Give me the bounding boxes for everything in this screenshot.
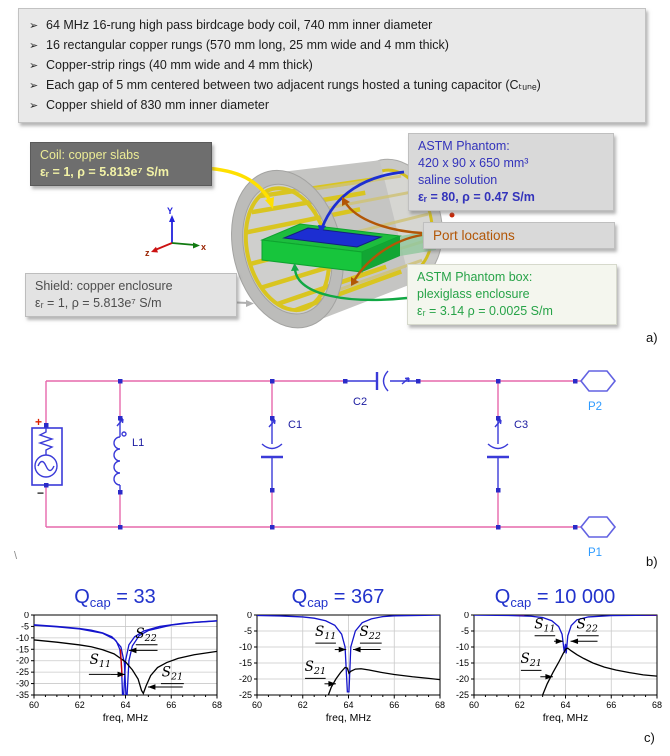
- plexiglass-callout-props: εᵣ = 3.14 ρ = 0.0025 S/m: [417, 304, 553, 318]
- annotation-S11: [315, 624, 346, 653]
- series-S21: [543, 648, 657, 695]
- source-minus-sign: −: [37, 486, 45, 500]
- sparam-plot: [8, 612, 222, 732]
- svg-text:-30: -30: [15, 678, 29, 689]
- svg-text:-10: -10: [238, 642, 252, 652]
- svg-text:-25: -25: [15, 667, 29, 678]
- svg-text:freq, MHz: freq, MHz: [102, 712, 149, 724]
- svg-text:66: 66: [166, 700, 177, 710]
- svg-text:-15: -15: [455, 658, 469, 668]
- spec-text: 16 rectangular copper rungs (570 mm long, 25 mm wide and 4 mm thick): [46, 38, 449, 52]
- coil-callout-title: Coil: copper slabs: [40, 148, 140, 162]
- svg-text:68: 68: [211, 700, 222, 710]
- c1-label: C1: [288, 419, 303, 431]
- sparam-plot: [448, 612, 662, 732]
- q-subscript: cap: [510, 595, 532, 610]
- annotation-S11: [89, 652, 125, 677]
- q-subscript: cap: [307, 595, 329, 610]
- source-plus-sign: +: [35, 415, 43, 429]
- sparam-plot: [231, 612, 445, 732]
- chart-title: [231, 584, 445, 612]
- spec-text: 64 MHz 16-rung high pass birdcage body coil, 740 mm inner diameter: [46, 18, 433, 32]
- svg-text:-20: -20: [15, 655, 29, 666]
- stray-mark: \: [14, 550, 18, 562]
- svg-text:66: 66: [606, 700, 617, 710]
- svg-text:60: 60: [28, 700, 40, 710]
- spec-text: Copper-strip rings (40 mm wide and 4 mm thick): [46, 58, 313, 72]
- sparameter-charts: [0, 584, 670, 756]
- svg-text:64: 64: [343, 700, 354, 710]
- spec-item: [29, 96, 635, 116]
- svg-text:62: 62: [297, 700, 308, 710]
- q-symbol: Q: [494, 586, 511, 608]
- svg-text:S21: $S_{21}$: [520, 651, 542, 669]
- axis-y-label: Y: [167, 206, 174, 216]
- plexiglass-callout-title: ASTM Phantom box:: [417, 270, 533, 284]
- coil-callout: [30, 142, 212, 186]
- specs-panel: [18, 8, 646, 123]
- svg-text:-15: -15: [15, 644, 29, 655]
- svg-text:S11: $S_{11}$: [89, 652, 112, 671]
- port-p2: [581, 371, 615, 413]
- svg-text:0: 0: [463, 612, 469, 620]
- capacitor-c2: [345, 371, 418, 408]
- phantom-callout-props: εᵣ = 80, ρ = 0.47 S/m: [418, 190, 535, 204]
- axis-x-label: x: [201, 242, 207, 252]
- arrow-bullet-icon: ➢: [29, 20, 39, 32]
- capacitor-c3: [487, 418, 528, 490]
- capacitor-c1: [261, 418, 302, 490]
- svg-text:-5: -5: [20, 621, 29, 632]
- svg-text:S22: $S_{22}$: [576, 616, 598, 635]
- svg-text:S21: $S_{21}$: [161, 664, 184, 683]
- series-S21: [328, 667, 440, 695]
- c3-label: C3: [514, 419, 529, 431]
- port-p1: [581, 517, 615, 559]
- q-symbol: Q: [74, 586, 90, 608]
- q-value: = 10 000: [531, 586, 616, 608]
- svg-text:freq, MHz: freq, MHz: [325, 712, 372, 724]
- svg-text:-25: -25: [238, 690, 252, 700]
- inductor-l1: [114, 418, 144, 492]
- svg-text:-5: -5: [460, 626, 469, 636]
- spec-item: [29, 36, 635, 56]
- arrow-bullet-icon: ➢: [29, 40, 39, 52]
- svg-text:-5: -5: [243, 626, 252, 636]
- chart-qcap-10000: [448, 584, 662, 737]
- svg-text:0: 0: [23, 612, 29, 620]
- svg-text:66: 66: [389, 700, 400, 710]
- subfigure-a-marker: a): [646, 330, 658, 345]
- phantom-callout-size: 420 x 90 x 650 mm³: [418, 156, 529, 170]
- q-subscript: cap: [89, 595, 111, 610]
- plexiglass-callout: [407, 264, 617, 325]
- p2-label: P2: [588, 401, 603, 413]
- spec-text: Each gap of 5 mm centered between two adjacent rungs hosted a tuning capacitor (Cₜᵤₙₑ): [46, 78, 541, 92]
- phantom-callout-title: ASTM Phantom:: [418, 139, 510, 153]
- wires: [46, 381, 581, 527]
- arrow-bullet-icon: ➢: [29, 100, 39, 112]
- circuit-section: [0, 350, 670, 584]
- chart-qcap-367: [231, 584, 445, 737]
- shield-callout-title: Shield: copper enclosure: [35, 279, 173, 293]
- coil-callout-props: εᵣ = 1, ρ = 5.813e⁷ S/m: [40, 165, 169, 179]
- phantom-callout-material: saline solution: [418, 173, 498, 187]
- q-symbol: Q: [291, 586, 308, 608]
- port-callout: [423, 222, 615, 249]
- plexiglass-callout-material: plexiglass enclosure: [417, 287, 530, 301]
- spec-item: [29, 16, 635, 36]
- svg-text:S22: $S_{22}$: [359, 623, 381, 642]
- svg-text:62: 62: [514, 700, 525, 710]
- chart-title: [8, 584, 222, 612]
- spec-item: [29, 76, 635, 96]
- chart-title: [448, 584, 662, 612]
- phantom-callout: [408, 133, 614, 211]
- arrow-bullet-icon: ➢: [29, 60, 39, 72]
- svg-text:S11: $S_{11}$: [314, 623, 337, 642]
- subfigure-b-marker: b): [646, 554, 658, 569]
- annotation-S21: [148, 665, 184, 690]
- annotation-S22: [571, 616, 599, 644]
- svg-text:S22: $S_{22}$: [135, 625, 157, 644]
- l1-label: L1: [132, 437, 145, 449]
- shield-callout-props: εᵣ = 1, ρ = 5.813e⁷ S/m: [35, 296, 162, 310]
- svg-text:60: 60: [251, 700, 263, 710]
- svg-text:64: 64: [120, 700, 131, 710]
- svg-text:freq, MHz: freq, MHz: [542, 712, 589, 724]
- q-value: = 367: [328, 586, 385, 608]
- svg-text:-10: -10: [15, 632, 29, 643]
- model-figure: [0, 118, 670, 350]
- port-callout-label: Port locations: [433, 228, 515, 243]
- chart-qcap-33: [8, 584, 222, 737]
- svg-text:64: 64: [560, 700, 571, 710]
- svg-text:68: 68: [651, 700, 662, 710]
- svg-text:-10: -10: [455, 642, 469, 652]
- svg-text:-20: -20: [238, 674, 252, 684]
- p1-label: P1: [588, 547, 603, 559]
- svg-text:-35: -35: [15, 690, 29, 700]
- svg-text:-20: -20: [455, 674, 469, 684]
- svg-text:-25: -25: [455, 690, 469, 700]
- subfigure-c-marker: c): [644, 730, 655, 745]
- annotation-S11: [534, 616, 563, 644]
- arrow-bullet-icon: ➢: [29, 80, 39, 92]
- shield-callout: [25, 273, 237, 317]
- svg-text:62: 62: [74, 700, 85, 710]
- svg-text:S11: $S_{11}$: [534, 616, 556, 635]
- q-value: = 33: [110, 586, 156, 608]
- annotation-S21: [521, 651, 553, 680]
- c2-label: C2: [353, 396, 368, 408]
- axis-z-label: z: [145, 248, 150, 258]
- svg-text:S21: $S_{21}$: [304, 659, 327, 677]
- coordinate-axes: [145, 206, 206, 258]
- circuit-schematic: [0, 350, 670, 584]
- svg-text:0: 0: [246, 612, 252, 620]
- svg-text:60: 60: [468, 700, 480, 710]
- port-marker: [450, 213, 455, 218]
- svg-text:-15: -15: [238, 658, 252, 668]
- spec-item: [29, 56, 635, 76]
- spec-text: Copper shield of 830 mm inner diameter: [46, 98, 270, 112]
- svg-text:68: 68: [434, 700, 445, 710]
